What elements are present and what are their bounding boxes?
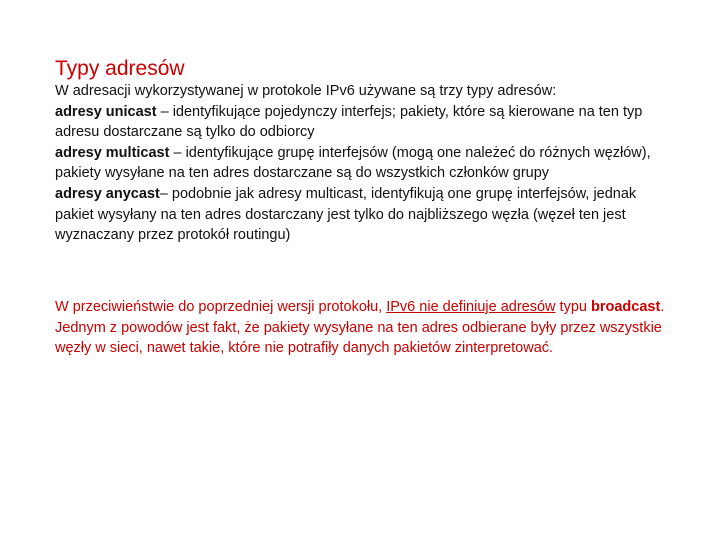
address-type-multicast bbox=[55, 143, 675, 184]
address-type-description: identyfikujące pojedynczy interfejs; pakiety, które są kierowane na ten typ adresu dostarczane są tylko do odbiorcy bbox=[55, 103, 643, 141]
address-type-name: adresy multicast bbox=[55, 144, 170, 161]
note-bold-term: broadcast bbox=[590, 299, 661, 315]
address-type-unicast bbox=[55, 102, 675, 143]
address-type-separator: – bbox=[159, 185, 172, 202]
broadcast-note bbox=[55, 297, 675, 359]
slide-title: Typy adresów bbox=[55, 57, 185, 80]
address-type-description: podobnie jak adresy multicast, identyfikują one grupę interfejsów, jednak pakiet wysyłany na ten adres dostarczany jest tylko do najbliższego węzła (węzeł ten jest wyznaczany przez protokół routingu) bbox=[55, 185, 637, 244]
note-mid: typu bbox=[555, 299, 591, 315]
address-type-name: adresy anycast bbox=[55, 185, 160, 202]
intro-paragraph: W adresacji wykorzystywanej w protokole IPv6 używane są trzy typy adresów: bbox=[55, 83, 557, 99]
note-prefix: W przeciwieństwie do poprzedniej wersji protokołu, bbox=[55, 299, 387, 315]
address-type-description: identyfikujące grupę interfejsów (mogą one należeć do różnych węzłów), pakiety wysyłane na ten adres dostarczane są do wszystkich członków grupy bbox=[55, 144, 651, 182]
note-underlined-text: IPv6 nie definiuje adresów bbox=[386, 299, 556, 315]
broadcast-note-paragraph bbox=[55, 297, 675, 359]
note-suffix: . Jednym z powodów jest fakt, że pakiety wysyłane na ten adres odbierane były przez wszystkie węzły w sieci, nawet takie, które nie potrafiły danych pakietów zinterpretować. bbox=[55, 299, 665, 357]
address-type-separator: – bbox=[156, 103, 173, 120]
address-type-anycast bbox=[55, 184, 675, 246]
address-type-separator: – bbox=[169, 144, 186, 161]
address-type-name: adresy unicast bbox=[55, 103, 157, 120]
slide-body bbox=[55, 81, 675, 246]
